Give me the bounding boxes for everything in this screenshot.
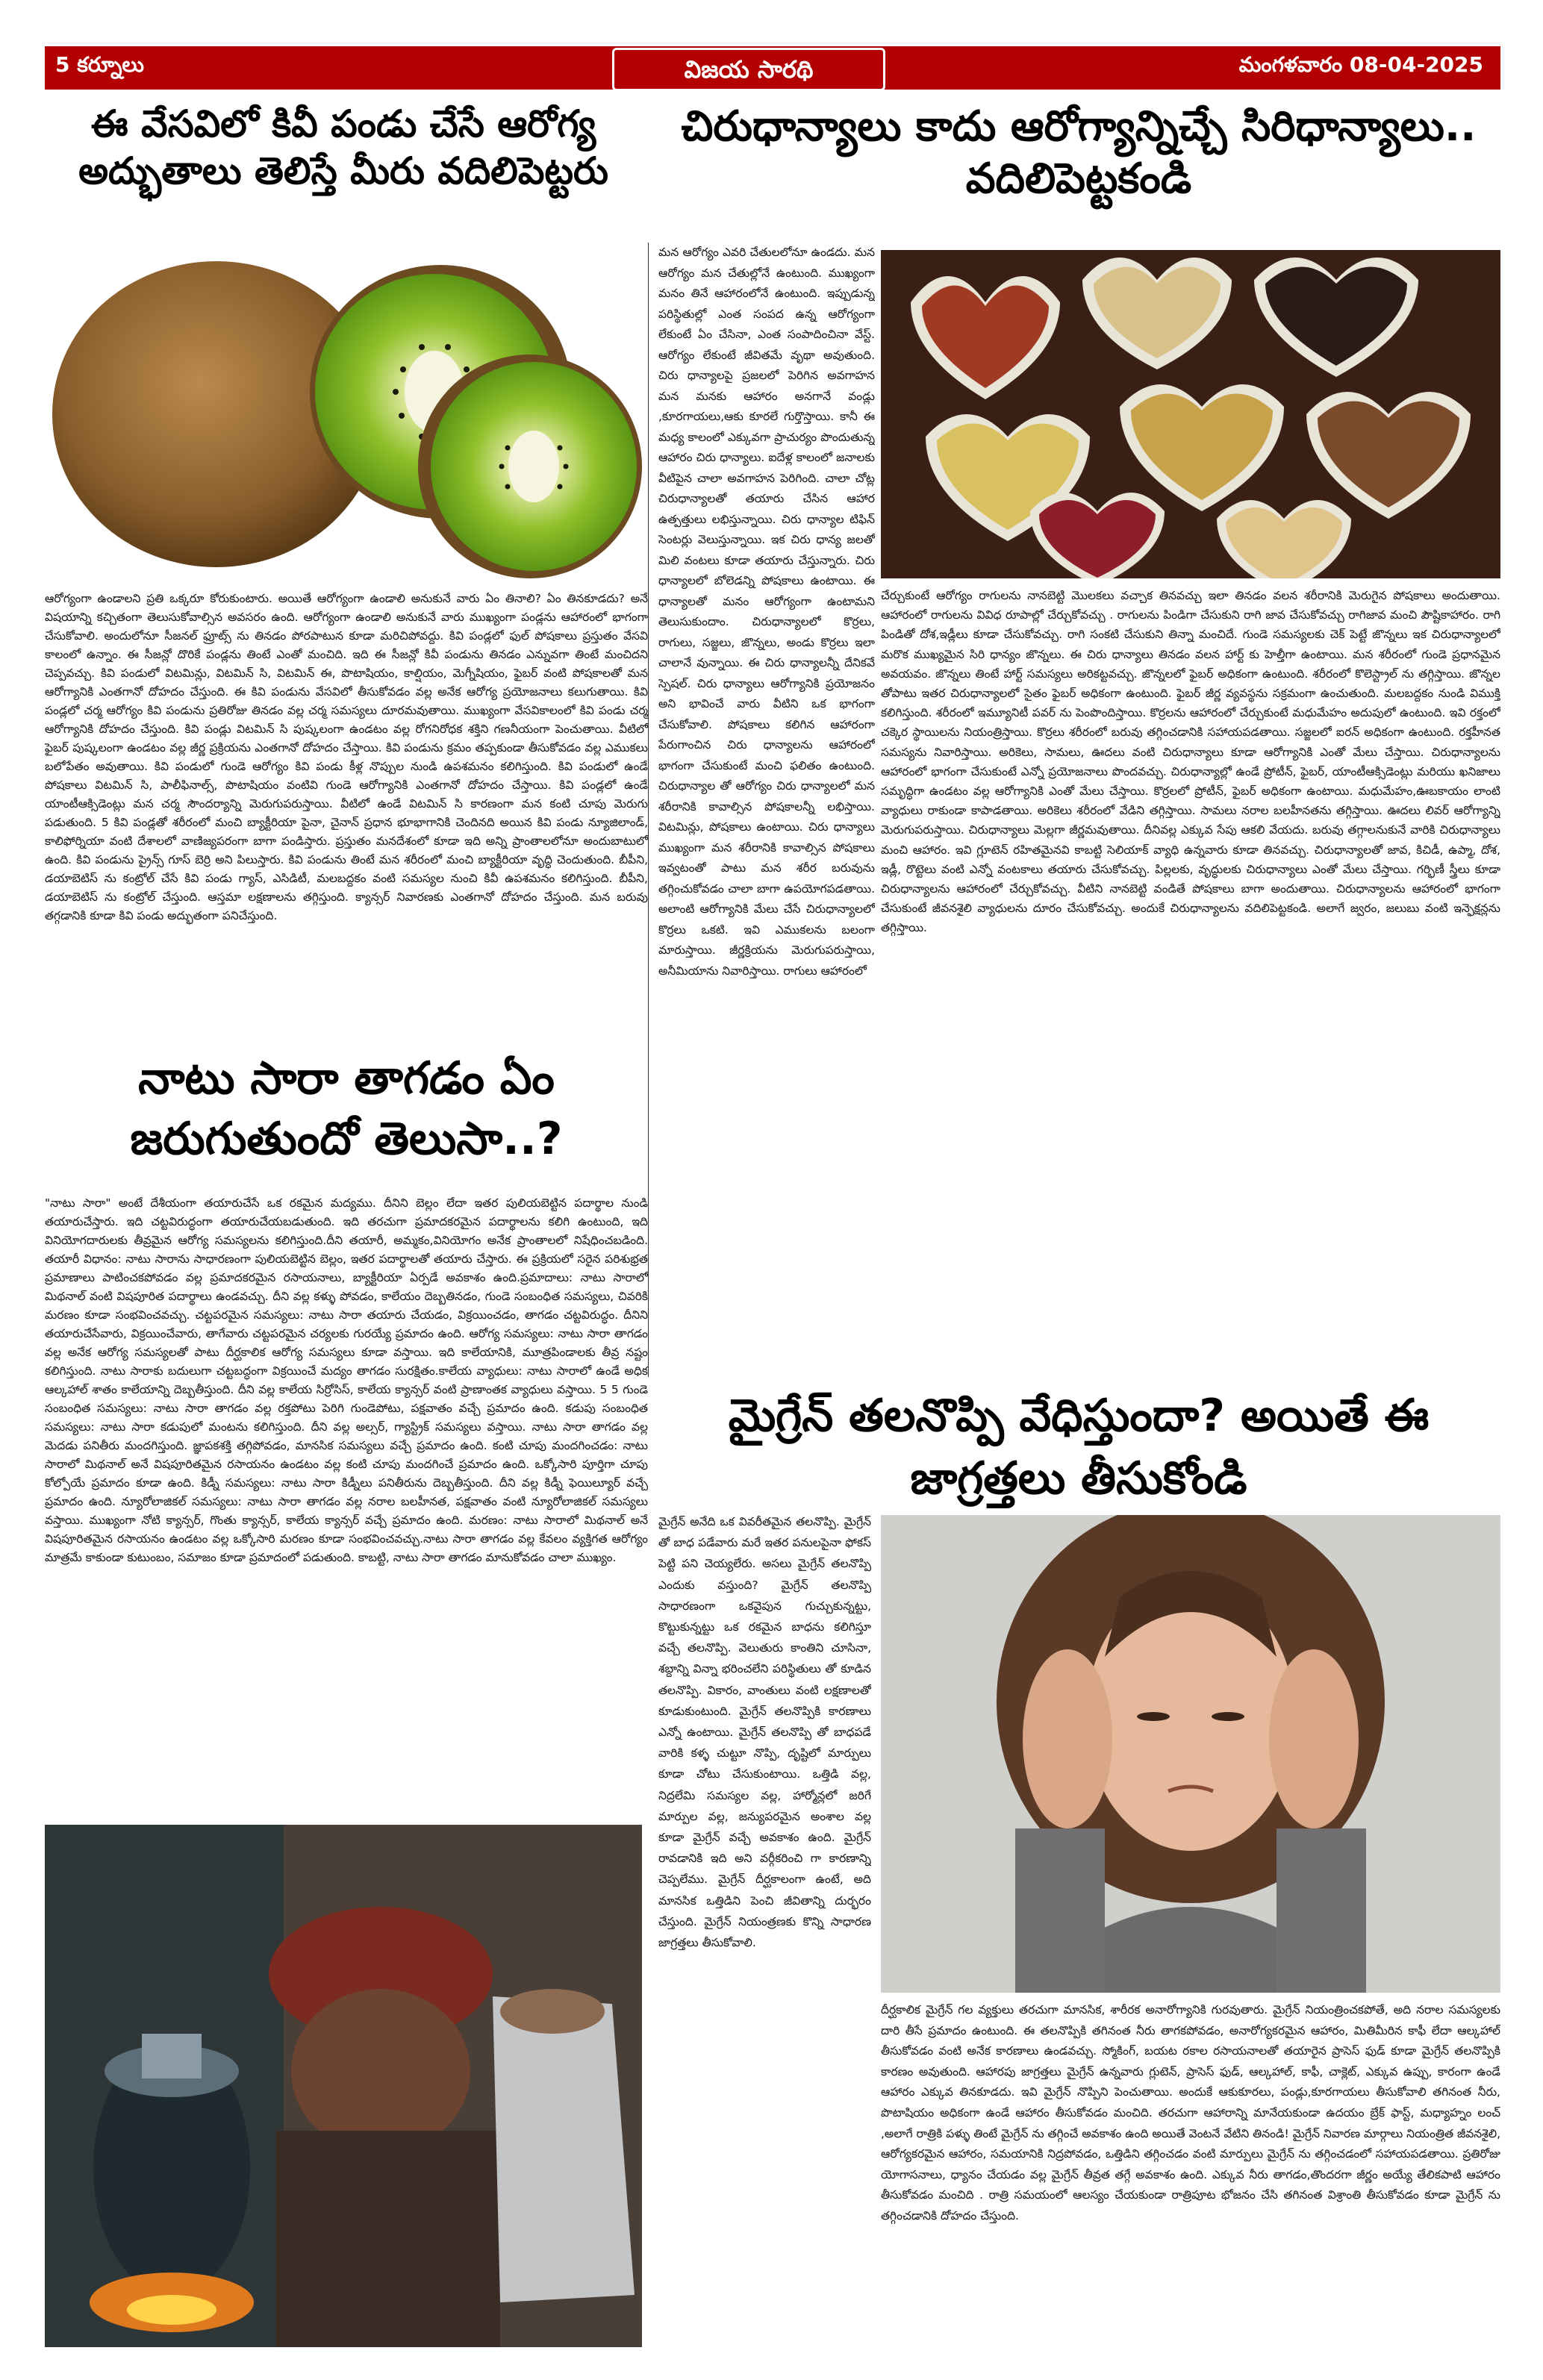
- millet-image: [881, 250, 1500, 578]
- issue-date: మంగళవారం 08-04-2025: [1238, 52, 1483, 77]
- sara-body: "నాటు సారా" అంటే దేశీయంగా తయారుచేసే ఒక రకమైన మద్యము. దీనిని బెల్లం లేదా ఇతర పులియబెట్టిన పదార్థాల నుండి తయారుచేస్తారు. ఇది చట్టవిరుద్ధంగా తయారుచేయబడుతుంది. ఇది తరచుగా ప్రమాదకరమైన పదార్థాలను కలిగి ఉంటుంది, ఇది వినియోగదారులకు తీవ్రమైన ఆరోగ్య సమస్యలను కలిగిస్తుంది.దీని తయారీ, అమ్మకం,వినియోగం అనేక ప్రాంతాలలో నిషేధించబడింది. తయారీ విధానం: నాటు సారాను సాధారణంగా పులియబెట్టిన బెల్లం, ఇతర పదార్థాలతో తయారు చేస్తారు. ఈ ప్రక్రియలో సరైన పరిశుభ్రత ప్రమాణాలు పాటించకపోవడం వల్ల ప్రమాదకరమైన రసాయనాలు, బ్యాక్టీరియా ఏర్పడే అవకాశం ఉంది.ప్రమాదాలు: నాటు సారాలో మిథనాల్ వంటి విషపూరిత పదార్థాలు ఉండవచ్చు. దీని వల్ల కళ్ళు పోవడం, కాలేయం దెబ్బతినడం, గుండె సంబంధిత సమస్యలు, చివరికి మరణం కూడా సంభవించవచ్చు. చట్టపరమైన సమస్యలు: నాటు సారా తయారు చేయడం, విక్రయించడం, తాగడం చట్టవిరుద్ధం. దీనిని తయారుచేసేవారు, విక్రయించేవారు, తాగేవారు చట్టపరమైన చర్యలకు గురయ్యే ప్రమాదం ఉంది. ఆరోగ్య సమస్యలు: నాటు సారా తాగడం వల్ల అనేక ఆరోగ్య సమస్యలతో పాటు దీర్ఘకాలిక ఆరోగ్య సమస్యలు కూడా వస్తాయి. ఇది కాలేయానికి, మూత్రపిండాలకు తీవ్ర నష్టం కలిగిస్తుంది. నాటు సారాకు బదులుగా చట్టబద్ధంగా విక్రయించే మద్యం తాగడం సురక్షితం.కాలేయ వ్యాధులు: నాటు సారాలో ఉండే అధిక ఆల్కహాల్ శాతం కాలేయాన్ని దెబ్బతీస్తుంది. దీని వల్ల కాలేయ సిర్రోసిస్, కాలేయ క్యాన్సర్ వంటి ప్రాణాంతక వ్యాధులు వస్తాయి. 5 5 గుండె సంబంధిత సమస్యలు: నాటు సారా తాగడం వల్ల రక్తపోటు పెరిగి గుండెపోటు, పక్షవాతం వచ్చే ప్రమాదం ఉంది. కడుపు సంబంధిత సమస్యలు: నాటు సారా కడుపులో మంటను కలిగిస్తుంది. దీని వల్ల అల్సర్, గ్యాస్ట్రిక్ సమస్యలు వస్తాయి. నాటు సారా తాగడం వల్ల మెదడు పనితీరు మందగిస్తుంది. జ్ఞాపకశక్తి తగ్గిపోవడం, మానసిక సమస్యలు వచ్చే ప్రమాదం ఉంది. కంటి చూపు మందగించడం: నాటు సారాలో మిథనాల్ అనే విషపూరితమైన రసాయనం ఉండటం వల్ల కంటి చూపు మందగించే ప్రమాదం ఉంది. ఒక్కోసారి పూర్తిగా చూపు కోల్పోయే ప్రమాదం కూడా ఉంది. కిడ్నీ సమస్యలు: నాటు సారా కిడ్నీలు పనితీరును దెబ్బతీస్తుంది. దీని వల్ల కిడ్నీ ఫెయిల్యూర్ వచ్చే ప్రమాదం ఉంది. న్యూరోలాజికల్ సమస్యలు: నాటు సారా తాగడం వల్ల నరాల బలహీనత, పక్షవాతం వంటి న్యూరోలాజికల్ సమస్యలు వస్తాయి. ముఖ్యంగా నోటి క్యాన్సర్, గొంతు క్యాన్సర్, కాలేయ క్యాన్సర్ వచ్చే ప్రమాదం ఉంది. మరణం: నాటు సారాలో మిథనాల్ అనే విషపూరితమైన రసాయనం ఉండటం వల్ల ఒక్కోసారి మరణం కూడా సంభవించవచ్చు.నాటు సారా తాగడం వల్ల కేవలం వ్యక్తిగత ఆరోగ్యం మాత్రమే కాకుండా కుటుంబం, సమాజం కూడా ప్రమాదంలో పడుతుంది. కాబట్టి, నాటు సారా తాగడం మానుకోవడం చాలా ముఖ్యం.: [45, 1196, 648, 1564]
- sara-headline: నాటు సారా తాగడం ఏం జరుగుతుందో తెలుసా..?: [130, 1052, 563, 1165]
- millet-body: చేర్చుకుంటే ఆరోగ్యం రాగులను నానబెట్టి మొలకలు వచ్చాక తినవచ్చు ఇలా తినడం వలన శరీరానికి మెరుగైన పోషకాలు అందుతాయి. ఆహారంలో రాగులను వివిధ రూపాల్లో చేర్చుకోవచ్చు . రాగులను పిండిగా చేసుకుని రాగి జావ చేసుకోవచ్చు రాగిజావ మంచి పౌష్టికాహారం. రాగి పిండితో దోశ,ఇడ్లీలు కూడా చేసుకోవచ్చు. రాగి సంకటి చేసుకుని తిన్నా మంచిదే. గుండె సమస్యలకు చెక్ పెట్టే జొన్నలు ఇక చిరుధాన్యాలలో మరొక ముఖ్యమైన సిరి ధాన్యం జొన్నలు. ఈ చిరు ధాన్యాలు తినడం వలన హార్ట్ కు హెల్తీగా ఉంటాయి. మన శరీరంలో గుండె ప్రధానమైన అవయవం. జొన్నలు తింటే హార్ట్ సమస్యలు అరికట్టవచ్చు. జొన్నలలో ఫైబర్ అధికంగా ఉంటుంది. శరీరంలో కొలెస్ట్రాల్ ను తగ్గిస్తాయి. జొన్నల తోపాటు ఇతర చిరుధాన్యాలలో సైతం ఫైబర్ అధికంగా ఉంటుంది. ఫైబర్ జీర్ణ వ్యవస్థను సక్రమంగా ఉంచుతుంది. మలబద్దకం నుండి విముక్తి కలిగిస్తుంది. శరీరంలో ఇమ్యూనిటీ పవర్ ను పెంపొందిస్తాయి. కొర్రలను ఆహారంలో చేర్చుకుంటే మధుమేహం అదుపులో ఉంటుంది. ఇవి రక్తంలో చక్కెర స్థాయిలను నియంత్రిస్తాయి. కొర్రలు శరీరంలో బరువు తగ్గించడానికి సహాయపడతాయి. సజ్జలలో ఐరన్ అధికంగా ఉంటుంది. రక్తహీనత సమస్యను నివారిస్తాయి. అరికెలు, సామలు, ఊదలు వంటి చిరుధాన్యాలు కూడా ఆరోగ్యానికి ఎంతో మేలు చేస్తాయి. చిరుధాన్యాలను ఆహారంలో భాగంగా చేసుకుంటే ఎన్నో ప్రయోజనాలు పొందవచ్చు. చిరుధాన్యాల్లో ఉండే ప్రోటీన్, ఫైబర్, యాంటీఆక్సిడెంట్లు మరియు ఖనిజాలు సమృద్ధిగా ఉండటం వల్ల ఆరోగ్యానికి ఎంతో మేలు చేస్తాయి. కొర్రలలో ప్రోటీన్, ఫైబర్ అధికంగా ఉంటాయి. మధుమేహం,ఊబకాయం లాంటి వ్యాధులు రాకుండా కాపాడతాయి. అరికెలు శరీరంలో వేడిని తగ్గిస్తాయి. సామలు నరాల బలహీనతను తగ్గిస్తాయి. ఊదలు లివర్ ఆరోగ్యాన్ని మెరుగుపరుస్తాయి. చిరుధాన్యాలు మెల్లగా జీర్ణమవుతాయి. దీనివల్ల ఎక్కువ సేపు ఆకలి వేయదు. బరువు తగ్గాలనుకునే వారికి చిరుధాన్యాలు మంచి ఆహారం. ఇవి గ్లూటెన్ రహితమైనవి కాబట్టి సెలియాక్ వ్యాధి ఉన్నవారు కూడా తినవచ్చు. చిరుధాన్యాలతో జావ, కిచిడీ, ఉప్మా, దోశ, ఇడ్లీ, రొట్టెలు వంటి ఎన్నో వంటకాలు తయారు చేసుకోవచ్చు. పిల్లలకు, వృద్ధులకు చిరుధాన్యాలు ఎంతో మేలు చేస్తాయి. గర్భిణీ స్త్రీలు కూడా చిరుధాన్యాలను ఆహారంలో చేర్చుకోవచ్చు. వీటిని నానబెట్టి వండితే పోషకాలు బాగా అందుతాయి. చిరుధాన్యాలను ఆహారంలో భాగంగా చేసుకుంటే జీవనశైలి వ్యాధులను దూరం చేసుకోవచ్చు. అందుకే చిరుధాన్యాలను వదిలిపెట్టకండి. అలాగే జ్వరం, జలుబు వంటి ఇన్ఫెక్షన్లను తగ్గిస్తాయి.: [881, 589, 1500, 935]
- migraine-headline: మైగ్రేన్ తలనొప్పి వేధిస్తుందా? అయితే ఈ జాగ్రత్తలు తీసుకోండి: [728, 1390, 1430, 1505]
- kiwi-headline: ఈ వేసవిలో కివీ పండు చేసే ఆరోగ్య అద్భుతాలు తెలిస్తే మీరు వదిలిపెట్టరు: [78, 102, 608, 193]
- kiwi-body: ఆరోగ్యంగా ఉండాలని ప్రతి ఒక్కరూ కోరుకుంటారు. అయితే ఆరోగ్యంగా ఉండాలి అనుకునే వారు ఏం తినాలి? ఏం తినకూడదు? అనే విషయాన్ని కచ్చితంగా తెలుసుకోవాల్సిన అవసరం ఉంది. ఆరోగ్యంగా ఉండాలి అనుకునే వారు ముఖ్యంగా పండ్లను ఆహారంలో భాగంగా చేసుకోవాలి. అందులోనూ సీజనల్ ఫ్రూట్స్ ను తినడం పోరపాటున కూడా మరిచిపోవద్దు. కివి పండ్లలో ఫుల్ పోషకాలు ప్రస్తుతం వేసవి కాలంలో ఉన్నాం. ఈ సీజన్లో దొరికే పండ్లను తింటే ఎంతో మంచిది. ఇది ఈ సీజన్లో కివీ పండును తినడం ఎన్నువగా తింటే మంచిదని చెప్పవచ్చు. కివి పండులో విటమిన్లు, విటమిన్ సి, విటమిన్ ఈ, పొటాషియం, కాల్షియం, మెగ్నీషియం, ఫైబర్ వంటి పోషకాలతో మన ఆరోగ్యానికి ఎంతగానో దోహదం చేస్తుంది. ఈ కివి పండును వేసవిలో తీసుకోవడం వల్ల అనేక ఆరోగ్య ప్రయోజనాలు కలుగుతాయి. కివి పండ్లలో చర్మ ఆరోగ్యం కివి పండును ప్రతిరోజు తినడం వల్ల చర్మ సమస్యలు దూరమవుతాయి. ముఖ్యంగా వేసవికాలంలో కివి పండు చర్మ ఆరోగ్యానికి దోహదం చేస్తుంది. కివి పండ్లు విటమిన్ సి పుష్కలంగా ఉండటం వల్ల రోగనిరోధక శక్తిని గణనీయంగా పెంచుతాయి. వీటిలో ఫైబర్ పుష్కలంగా ఉండటం వల్ల జీర్ణ ప్రక్రియను ఎంతగానో దోహదం చేస్తాయి. కివి పండును క్రమం తప్పకుండా తీసుకోవడం వల్ల ఎముకలు బలోపేతం అవుతాయి. కివి పండులో గుండె ఆరోగ్యం కివి పండు కీళ్ల నొప్పుల నుండి ఉపశమనం కలిగిస్తుంది. కివి పండులో ఉండే పోషకాలు విటమిన్ సి, పాలీఫినాల్స్, పొటాషియం వంటివి గుండె ఆరోగ్యానికి ఎంతగానో దోహదం చేస్తాయి. కివి పండ్లలో ఉండే యాంటీఆక్సిడెంట్లు మన చర్మ సౌందర్యాన్ని మెరుగుపరుస్తాయి. వీటిలో ఉండే విటమిన్ సి కారణంగా మన కంటి చూపు మెరుగు పడుతుంది. 5 కివి పండ్లతో శరీరంలో మంచి బ్యాక్టీరియా పైనా, చైనాన్ ప్రధాన భూభాగానికి చెందినది అయిన కివి పండు న్యూజిలాండ్, కాలిఫోర్నియా వంటి దేశాలలో వాణిజ్యపరంగా బాగా పండిస్తారు. ప్రస్తుతం మనదేశంలో కూడా ఇది అన్ని ప్రాంతాలలోనూ అందుబాటులో ఉంది. కివి పండును ప్రైన్స్ గూస్ బెర్రి అని పిలుస్తారు. కివి పండును తింటే మన శరీరంలో మంచి బ్యాక్టీరియా వృద్ధి చెందుతుంది. బీపీని, డయాబెటిస్ ను కంట్రోల్ చేసే కివి పండు గ్యాస్, ఎసిడిటీ, మలబద్దకం వంటి సమస్యల నుంచి కివీ ఉపశమనం కలిగిస్తుంది. బీపీని, డయాబెటిస్ ను కంట్రోల్ చేస్తుంది. ఆస్తమా లక్షణాలను తగ్గిస్తుంది. క్యాన్సర్ నివారణకు ఎంతగానో దోహదం చేస్తుంది. మన బరువు తగ్గడానికి కూడా కివి పండు అద్భుతంగా పనిచేస్తుంది.: [45, 592, 648, 922]
- column-divider: [648, 243, 649, 1377]
- migraine-body: దీర్ఘకాలిక మైగ్రేన్ గల వ్యక్తులు తరచుగా మానసిక, శారీరక అనారోగ్యానికి గురవుతారు. మైగ్రేన్ నియంత్రించకపోతే, అది నరాల సమస్యలకు దారి తీసే ప్రమాదం ఉంటుంది. ఈ తలనొప్పికి తగినంత నీరు తాగకపోవడం, అనారోగ్యకరమైన ఆహారం, మితిమీరిన కాఫీ లేదా ఆల్కహాల్ తీసుకోవడం వంటి అనేక కారణాలు ఉండవచ్చు. స్మోకింగ్, బయట రకాల రసాయనాలతో తయారైన ప్రాసెస్ ఫుడ్ కూడా మైగ్రేన్ తలనొప్పికి కారణం అవుతుంది. ఆహారపు జాగ్రత్తలు మైగ్రేన్ ఉన్నవారు గ్లుటెన్, ప్రాసెస్ ఫుడ్, ఆల్కహాల్, కాఫీ, చాక్లెట్, ఎక్కువ ఉప్పు, కారంగా ఉండే ఆహారం ఎక్కువ తినకూడదు. ఇవి మైగ్రేన్ నొప్పిని పెంచుతాయి. అందుకే ఆకుకూరలు, పండ్లు,కూరగాయలు తీసుకోవాలి తగినంత నీరు, పొటాషియం అధికంగా ఉండే ఆహారం తీసుకోవడం మంచిది. తరచుగా ఆహారాన్ని మానేయకుండా ఉదయం బ్రేక్ ఫాస్ట్, మధ్యాహ్నం లంచ్ ,అలాగే రాత్రికి పళ్ళు తింటే మైగ్రేన్ ను తగ్గించే అవకాశం ఉంది అయితే వెంటనే వేటిని తినండి! మైగ్రేన్ నివారణ మార్గాలు నియంత్రిత జీవనశైలి, ఆరోగ్యకరమైన ఆహారం, సమయానికి నిద్రపోవడం, ఒత్తిడిని తగ్గించడం వంటి మార్పులు మైగ్రేన్ ను తగ్గించడంలో సహాయపడతాయి. ప్రతిరోజు యోగాసనాలు, ధ్యానం చేయడం వల్ల మైగ్రేన్ తీవ్రత తగ్గే అవకాశం ఉంది. ఎక్కువ నీరు తాగడం,తొందరగా జీర్ణం అయ్యే తేలికపాటి ఆహారం తీసుకోవడం మంచిది . రాత్రి సమయంలో ఆలస్యం చేయకుండా రాత్రిపూట భోజనం చేసి తగినంత విశ్రాంతి తీసుకోవడం కూడా మైగ్రేన్ ను తగ్గించడానికి దోహదం చేస్తుంది.: [881, 2003, 1500, 2223]
- migraine-column-text: మైగ్రేన్ అనేది ఒక వివరీతమైన తలనొప్పి. మైగ్రేన్ తో బాధ పడేవారు మరే ఇతర పనులపైనా ఫోకస్ పెట్టి పని చెయ్యలేరు. అసలు మైగ్రేన్ తలనొప్పి ఎందుకు వస్తుంది? మైగ్రేన్ తలనొప్పి సాధారణంగా ఒకవైపున గుచ్చుకున్నట్టు, కొట్టుకున్నట్టు ఒక రకమైన బాధను కలిగిస్తూ వచ్చే తలనొప్పి. వెలుతురు కాంతిని చూసినా, శబ్దాన్ని విన్నా భరించలేని పరిస్థితులు తో కూడిన తలనొప్పి. వికారం, వాంతులు వంటి లక్షణాలతో కూడుకుంటుంది. మైగ్రేన్ తలనొప్పికి కారణాలు ఎన్నో ఉంటాయి. మైగ్రేన్ తలనొప్పి తో బాధపడే వారికి కళ్ళ చుట్టూ నొప్పి, దృష్టిలో మార్పులు కూడా చోటు చేసుకుంటాయి. ఒత్తిడి వల్ల, నిద్రలేమి సమస్యల వల్ల, హార్మోన్లలో జరిగే మార్పుల వల్ల, జన్యుపరమైన అంశాల వల్ల కూడా మైగ్రేన్ వచ్చే అవకాశం ఉంది. మైగ్రేన్ రావడానికి ఇది అని వర్గీకరించి గా కారణాన్ని చెప్పలేము. మైగ్రేన్ దీర్ఘకాలంగా ఉంటే, అది మానసిక ఒత్తిడిని పెంచి జీవితాన్ని దుర్భరం చేస్తుంది. మైగ్రేన్ నియంత్రణకు కొన్ని సాధారణ జాగ్రత్తలు తీసుకోవాలి.: [658, 1515, 871, 1950]
- sara-image: [45, 1825, 642, 2347]
- kiwi-image: [45, 243, 648, 586]
- millet-headline: చిరుధాన్యాలు కాదు ఆరోగ్యాన్నిచ్చే సిరిధాన్యాలు.. వదిలిపెట్టకండి: [681, 102, 1477, 203]
- migraine-image: [881, 1515, 1500, 1993]
- page-label: 5 కర్నూలు: [55, 52, 144, 77]
- paper-name: విజయ సారథి: [612, 48, 885, 91]
- millet-column-text: మన ఆరోగ్యం ఎవరి చేతులలోనూ ఉండదు. మన ఆరోగ్యం మన చేతుల్లోనే ఉంటుంది. ముఖ్యంగా మనం తినే ఆహారంలోనే ఉంటుంది. ఇప్పుడున్న పరిస్థితుల్లో ఎంత సంపద ఉన్న ఆరోగ్యంగా లేకుంటే ఏం చేసినా, ఎంత సంపాదించినా వేస్ట్. ఆరోగ్యం లేకుంటే జీవితమే వృథా అవుతుంది. చిరు ధాన్యాలపై ప్రజలలో పెరిగిన అవగాహన మన మనకు ఆహారం అనగానే వండ్లు ,కూరగాయలు,ఆకు కూరలే గుర్తొస్తాయి. కానీ ఈ మధ్య కాలంలో ఎక్కువగా ప్రాచుర్యం పొందుతున్న ఆహారం చిరు ధాన్యాలు. ఐదేళ్ల కాలంలో జనాలకు వీటిపైన చాలా అవగాహన పెరిగింది. చాలా చోట్ల చిరుధాన్యాలతో తయారు చేసిన ఆహార ఉత్పత్తులు లభిస్తున్నాయి. చిరు ధాన్యాల టిఫిన్ సెంటర్లు వెలుస్తున్నాయి. ఇక చిరు ధాన్య జలతో మిలి వంటలు కూడా తయారు చేస్తున్నారు. చిరు ధాన్యాలలో బోలెడన్ని పోషకాలు ఉంటాయి. ఈ ధాన్యాలతో మనం ఆరోగ్యంగా ఉంటామని తెలుసుకుందాం. చిరుధాన్యాలలో కొర్రలు, రాగులు, సజ్జలు, జొన్నలు, అండు కొర్రలు ఇలా చాలానే వున్నాయి. ఈ చిరు ధాన్యాలన్నీ దేనికవే స్పెషల్. చిరు ధాన్యాలు ఆరోగ్యానికి ప్రయోజనం అని భావించే వారు వీటిని ఒక భాగంగా చేసుకోవాలి. పోషకాలు కలిగిన ఆహారంగా పేరుగాంచిన చిరు ధాన్యాలను ఆహారంలో భాగంగా చేసుకుంటే మంచి ఫలితం ఉంటుంది. చిరుధాన్యాల తో ఆరోగ్యం చిరు ధాన్యాలలో మన శరీరానికి కావాల్సిన పోషకాలన్నీ లభిస్తాయి. విటమిన్లు, పోషకాలు ఉంటాయి. చిరు ధాన్యాలు ముఖ్యంగా మన శరీరానికి కావాల్సిన పోషకాలు ఇవ్వటంతో పాటు మన శరీర బరువును తగ్గించుకోవడం చాలా బాగా ఉపయోగపడతాయి. అలాంటి ఆరోగ్యానికి మేలు చేసే చిరుధాన్యాలలో కొర్రలు ఒకటి. ఇవి ఎముకలను బలంగా మారుస్తాయి. జీర్ణక్రియను మెరుగుపరుస్తాయి, అనీమియాను నివారిస్తాయి. రాగులు ఆహారంలో: [658, 246, 875, 978]
